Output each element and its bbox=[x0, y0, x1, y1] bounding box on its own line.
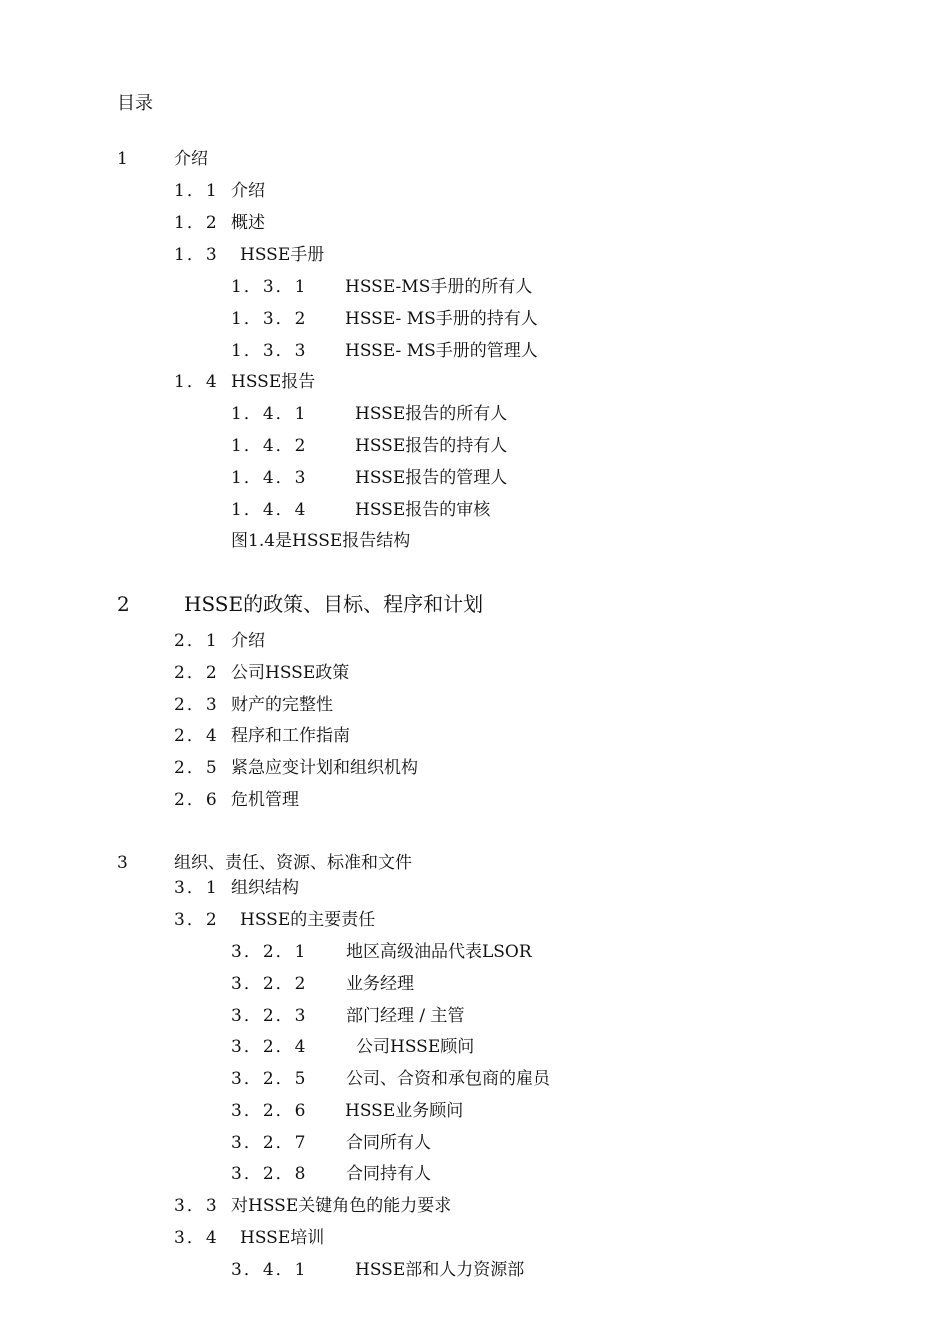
toc-section-1-4 bbox=[174, 371, 219, 393]
subsection-number: 3．4．1 bbox=[231, 1260, 308, 1280]
section-number: 3．4 bbox=[174, 1228, 219, 1248]
subsection-number: 1．3．1 bbox=[231, 277, 308, 297]
subsection-number: 3．2．8 bbox=[231, 1164, 308, 1184]
section-number: 1．4 bbox=[174, 372, 219, 392]
toc-subsection-title: HSSE- MS手册的持有人 bbox=[345, 309, 538, 329]
section-number: 3．1 bbox=[174, 878, 219, 898]
subsection-number: 1．4．1 bbox=[231, 404, 308, 424]
chapter-number: 1 bbox=[117, 149, 130, 169]
toc-section-title: HSSE的主要责任 bbox=[240, 910, 376, 930]
toc-section-2-1 bbox=[174, 630, 219, 652]
toc-chapter-3 bbox=[117, 852, 130, 874]
section-number: 1．2 bbox=[174, 213, 219, 233]
toc-section-2-4 bbox=[174, 725, 219, 747]
toc-section-title: HSSE报告 bbox=[231, 372, 316, 392]
toc-subsection-1-4-2 bbox=[231, 435, 307, 457]
toc-section-title: 介绍 bbox=[231, 631, 265, 651]
toc-subsection-3-2-3 bbox=[231, 1005, 307, 1027]
toc-subsection-title: 公司、合资和承包商的雇员 bbox=[346, 1069, 550, 1089]
toc-subsection-3-2-8 bbox=[231, 1163, 307, 1185]
section-number: 2．4 bbox=[174, 726, 219, 746]
subsection-number: 3．2．4 bbox=[231, 1037, 308, 1057]
toc-subsection-title: 业务经理 bbox=[346, 974, 414, 994]
toc-chapter-1 bbox=[117, 148, 130, 170]
section-number: 3．2 bbox=[174, 910, 219, 930]
section-number: 2．2 bbox=[174, 663, 219, 683]
toc-subsection-title: 合同持有人 bbox=[346, 1164, 431, 1184]
toc-chapter-2 bbox=[117, 591, 130, 617]
toc-subsection-3-4-1 bbox=[231, 1259, 307, 1281]
toc-section-3-3 bbox=[174, 1195, 219, 1217]
toc-section-title: 程序和工作指南 bbox=[231, 726, 350, 746]
section-number: 1．3 bbox=[174, 245, 219, 265]
toc-section-title: 介绍 bbox=[231, 181, 265, 201]
toc-section-title: 紧急应变计划和组织机构 bbox=[231, 758, 418, 778]
toc-subsection-3-2-1 bbox=[231, 941, 307, 963]
subsection-number: 3．2．3 bbox=[231, 1006, 308, 1026]
toc-section-title: HSSE手册 bbox=[240, 245, 325, 265]
toc-subsection-title: HSSE业务顾问 bbox=[345, 1101, 464, 1121]
toc-section-3-2 bbox=[174, 909, 219, 931]
toc-section-2-6 bbox=[174, 789, 219, 811]
toc-subsection-title: HSSE- MS手册的管理人 bbox=[345, 341, 538, 361]
toc-subsection-3-2-6 bbox=[231, 1100, 307, 1122]
toc-subsection-title: HSSE-MS手册的所有人 bbox=[345, 277, 533, 297]
chapter-number: 3 bbox=[117, 853, 130, 873]
toc-subsection-3-2-4 bbox=[231, 1036, 307, 1058]
toc-subsection-title: 部门经理 / 主管 bbox=[346, 1006, 465, 1026]
toc-subsection-1-4-3 bbox=[231, 467, 307, 489]
toc-chapter-title: HSSE的政策、目标、程序和计划 bbox=[184, 592, 484, 616]
toc-section-title: 概述 bbox=[231, 213, 265, 233]
toc-subsection-title: HSSE报告的持有人 bbox=[355, 436, 508, 456]
toc-subsection-3-2-2 bbox=[231, 973, 307, 995]
toc-section-2-3 bbox=[174, 694, 219, 716]
section-number: 3．3 bbox=[174, 1196, 219, 1216]
toc-section-3-1 bbox=[174, 877, 219, 899]
section-number: 2．1 bbox=[174, 631, 219, 651]
toc-chapter-title: 组织、责任、资源、标准和文件 bbox=[174, 853, 412, 873]
toc-section-3-4 bbox=[174, 1227, 219, 1249]
subsection-number: 1．3．2 bbox=[231, 309, 308, 329]
toc-subsection-1-4-4 bbox=[231, 499, 307, 521]
toc-section-title: HSSE培训 bbox=[240, 1228, 325, 1248]
chapter-number: 2 bbox=[117, 592, 130, 616]
toc-section-title: 对HSSE关键角色的能力要求 bbox=[231, 1196, 452, 1216]
toc-subsection-title: HSSE报告的所有人 bbox=[355, 404, 508, 424]
toc-section-2-5 bbox=[174, 757, 219, 779]
toc-figure-caption: 图1.4是HSSE报告结构 bbox=[231, 531, 411, 551]
subsection-number: 3．2．6 bbox=[231, 1101, 308, 1121]
toc-section-title: 危机管理 bbox=[231, 790, 299, 810]
section-number: 2．3 bbox=[174, 695, 219, 715]
toc-section-1-3 bbox=[174, 244, 219, 266]
subsection-number: 1．4．3 bbox=[231, 468, 308, 488]
toc-section-2-2 bbox=[174, 662, 219, 684]
subsection-number: 3．2．2 bbox=[231, 974, 308, 994]
toc-section-1-1 bbox=[174, 180, 219, 202]
subsection-number: 1．4．4 bbox=[231, 500, 308, 520]
toc-section-title: 组织结构 bbox=[231, 878, 299, 898]
subsection-number: 3．2．5 bbox=[231, 1069, 308, 1089]
section-number: 1．1 bbox=[174, 181, 219, 201]
toc-title: 目录 bbox=[117, 93, 153, 114]
subsection-number: 1．3．3 bbox=[231, 341, 308, 361]
toc-subsection-title: 地区高级油品代表LSOR bbox=[346, 942, 532, 962]
subsection-number: 1．4．2 bbox=[231, 436, 308, 456]
toc-subsection-title: 公司HSSE顾问 bbox=[356, 1037, 475, 1057]
section-number: 2．6 bbox=[174, 790, 219, 810]
toc-section-title: 公司HSSE政策 bbox=[231, 663, 350, 683]
toc-chapter-title: 介绍 bbox=[174, 149, 208, 169]
toc-subsection-title: HSSE部和人力资源部 bbox=[355, 1260, 525, 1280]
toc-section-title: 财产的完整性 bbox=[231, 695, 333, 715]
toc-subsection-1-3-3 bbox=[231, 340, 307, 362]
toc-subsection-1-3-2 bbox=[231, 308, 307, 330]
toc-subsection-3-2-7 bbox=[231, 1132, 307, 1154]
toc-section-1-2 bbox=[174, 212, 219, 234]
toc-subsection-3-2-5 bbox=[231, 1068, 307, 1090]
toc-subsection-1-4-1 bbox=[231, 403, 307, 425]
toc-subsection-title: HSSE报告的管理人 bbox=[355, 468, 508, 488]
toc-subsection-title: 合同所有人 bbox=[346, 1133, 431, 1153]
subsection-number: 3．2．1 bbox=[231, 942, 308, 962]
section-number: 2．5 bbox=[174, 758, 219, 778]
subsection-number: 3．2．7 bbox=[231, 1133, 308, 1153]
toc-subsection-1-3-1 bbox=[231, 276, 307, 298]
toc-subsection-title: HSSE报告的审核 bbox=[355, 500, 491, 520]
